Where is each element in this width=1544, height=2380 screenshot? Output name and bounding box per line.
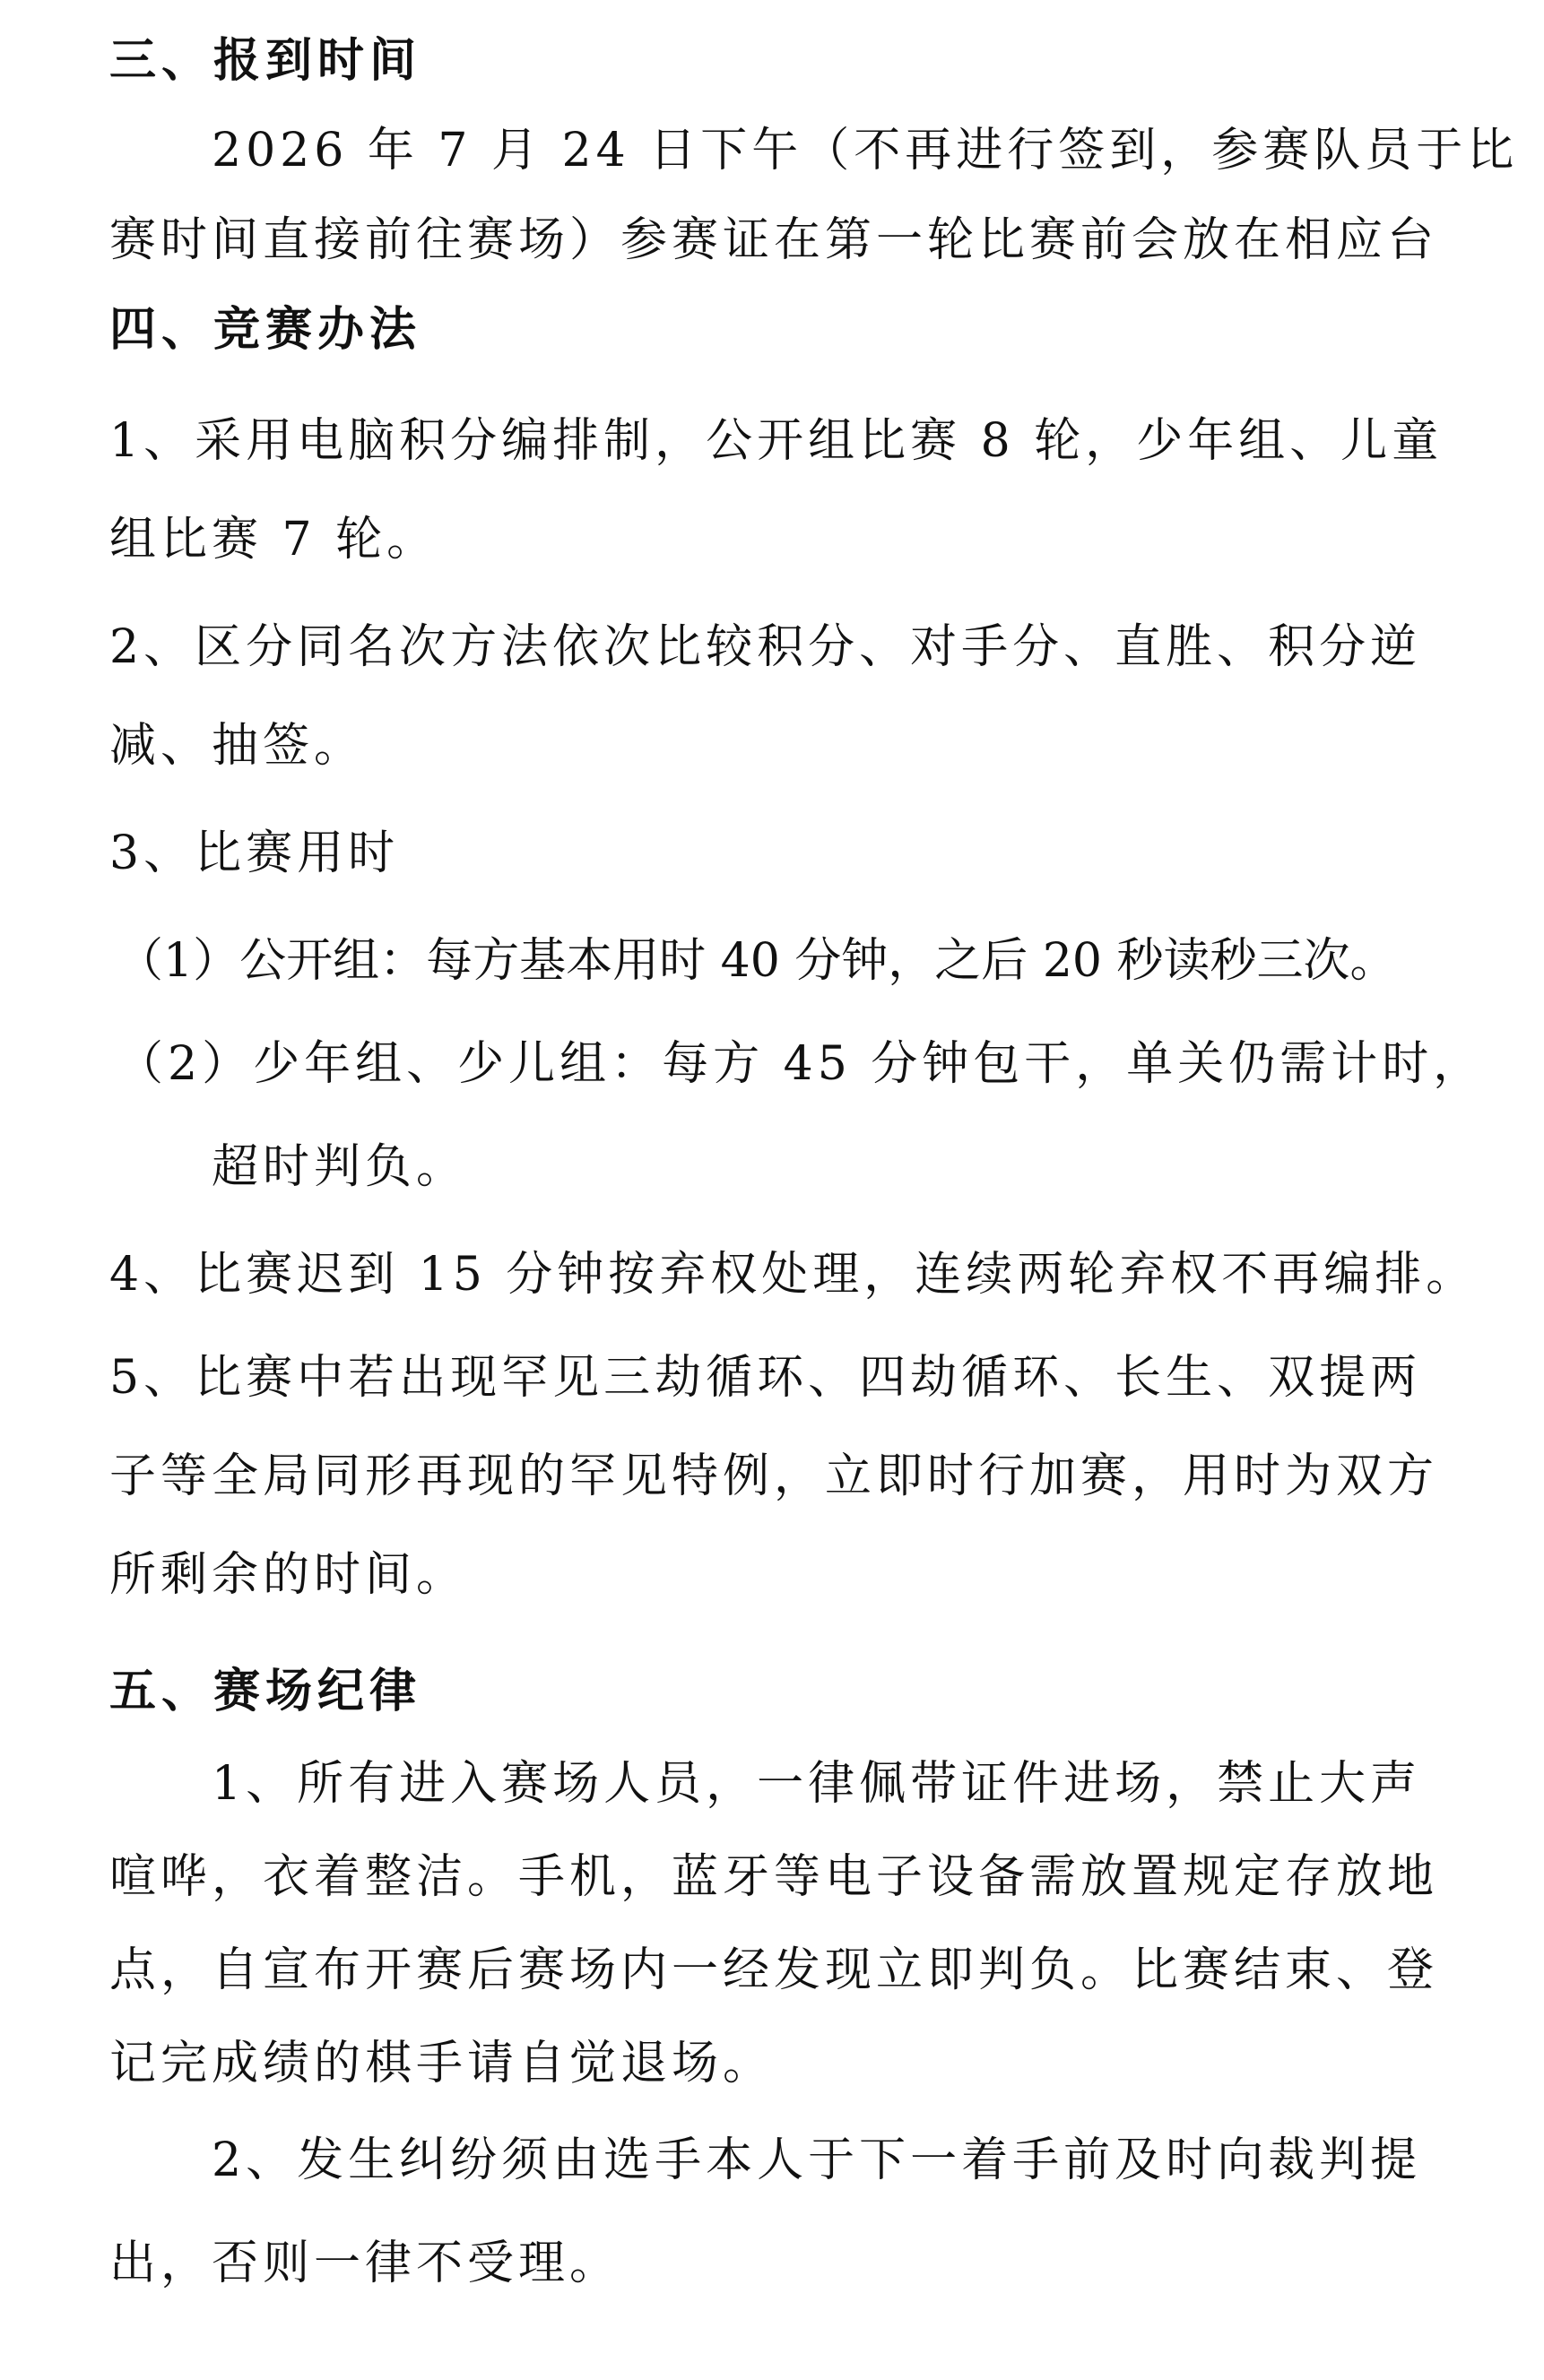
paragraph-line: 2026 年 7 月 24 日下午（不再进行签到，参赛队员于比 [212, 124, 1519, 177]
paragraph-line: 喧哗，衣着整洁。手机，蓝牙等电子设备需放置规定存放地 [109, 1850, 1439, 1904]
paragraph-line: （2）少年组、少儿组：每方 45 分钟包干，单关仍需计时， [117, 1037, 1485, 1091]
section-heading-registration-time: 三、报到时间 [109, 33, 422, 88]
paragraph-line: 1、采用电脑积分编排制，公开组比赛 8 轮，少年组、儿童 [109, 414, 1444, 468]
paragraph-line: 减、抽签。 [109, 719, 366, 773]
paragraph-line: 记完成绩的棋手请自觉退场。 [109, 2037, 775, 2090]
paragraph-line: 5、比赛中若出现罕见三劫循环、四劫循环、长生、双提两 [109, 1351, 1422, 1405]
paragraph-line: 2、发生纠纷须由选手本人于下一着手前及时向裁判提 [212, 2133, 1422, 2187]
paragraph-line: 超时判负。 [212, 1140, 468, 1194]
paragraph-line: 子等全局同形再现的罕见特例，立即时行加赛，用时为双方 [109, 1450, 1439, 1503]
paragraph-line: 组比赛 7 轮。 [109, 513, 438, 567]
section-heading-competition-method: 四、竞赛办法 [109, 302, 422, 357]
paragraph-line: 点，自宣布开赛后赛场内一经发现立即判负。比赛结束、登 [109, 1943, 1439, 1997]
paragraph-line: 所剩余的时间。 [109, 1548, 468, 1602]
paragraph-line: （1）公开组：每方基本用时 40 分钟，之后 20 秒读秒三次。 [117, 934, 1397, 988]
section-heading-venue-discipline: 五、赛场纪律 [109, 1664, 422, 1718]
paragraph-line: 出，否则一律不受理。 [109, 2237, 621, 2290]
paragraph-line: 3、比赛用时 [109, 827, 400, 880]
paragraph-line: 4、比赛迟到 15 分钟按弃权处理，连续两轮弃权不再编排。 [109, 1248, 1478, 1302]
paragraph-line: 赛时间直接前往赛场）参赛证在第一轮比赛前会放在相应台 [109, 213, 1439, 267]
paragraph-line: 1、所有进入赛场人员，一律佩带证件进场，禁止大声 [212, 1757, 1422, 1811]
paragraph-line: 2、区分同名次方法依次比较积分、对手分、直胜、积分逆 [109, 620, 1422, 674]
